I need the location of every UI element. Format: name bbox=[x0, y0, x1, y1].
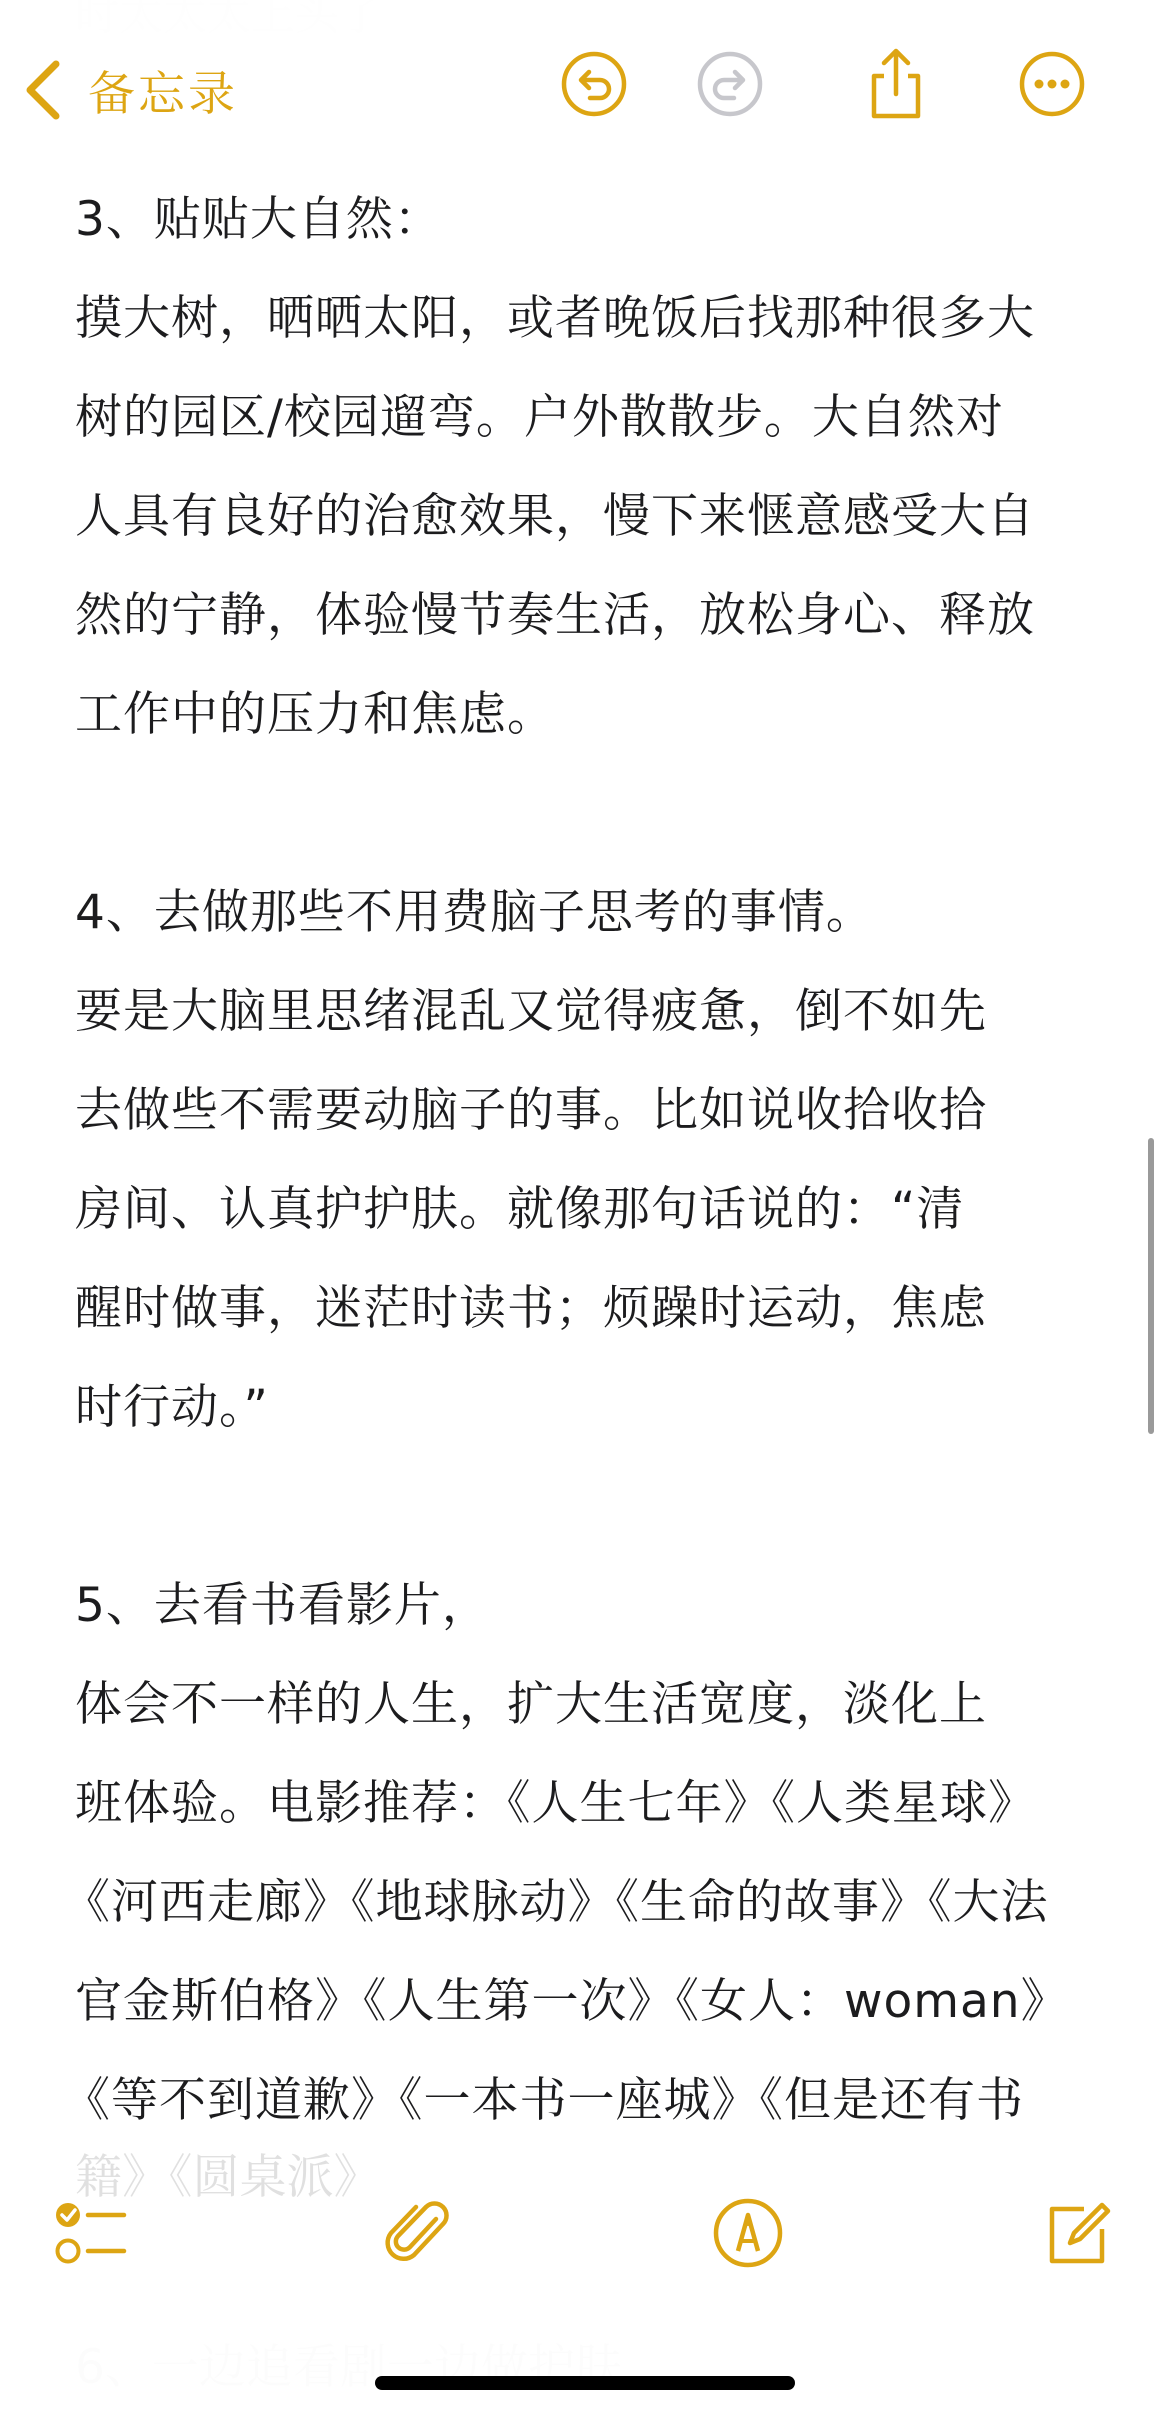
note-line: 体会不一样的人生，扩大生活宽度，淡化上 bbox=[75, 1677, 987, 1732]
note-line: 房间、认真护护肤。就像那句话说的：“清 bbox=[75, 1182, 965, 1237]
scroll-indicator[interactable] bbox=[1148, 1138, 1154, 1434]
navigation-bar bbox=[0, 0, 1170, 170]
undo-icon[interactable] bbox=[560, 50, 628, 118]
note-content[interactable] bbox=[63, 170, 1095, 2150]
note-line: 3、贴贴大自然： bbox=[75, 192, 442, 247]
home-indicator[interactable] bbox=[375, 2376, 795, 2390]
back-button[interactable] bbox=[22, 52, 238, 128]
note-line: 5、去看书看影片， bbox=[75, 1578, 490, 1633]
note-line: 时行动。” bbox=[75, 1380, 269, 1435]
note-line: 班体验。电影推荐：《人生七年》《人类星球》 bbox=[75, 1776, 1036, 1831]
redo-icon[interactable] bbox=[696, 50, 764, 118]
note-line: 《等不到道歉》《一本书一座城》《但是还有书 bbox=[63, 2073, 1024, 2128]
checklist-icon[interactable] bbox=[52, 2195, 128, 2271]
compose-icon[interactable] bbox=[1040, 2195, 1116, 2271]
note-line: 去做些不需要动脑子的事。比如说收拾收拾 bbox=[75, 1083, 987, 1138]
paperclip-icon[interactable] bbox=[382, 2195, 458, 2271]
note-line: 人具有良好的治愈效果，慢下来惬意感受大自 bbox=[75, 489, 1035, 544]
note-line: 官金斯伯格》《人生第一次》《女人：woman》 bbox=[75, 1974, 1069, 2029]
note-line: 要是大脑里思绪混乱又觉得疲惫，倒不如先 bbox=[75, 984, 987, 1039]
note-line: 工作中的压力和焦虑。 bbox=[75, 687, 555, 742]
note-line: 摸大树，晒晒太阳，或者晚饭后找那种很多大 bbox=[75, 291, 1035, 346]
chevron-left-icon bbox=[22, 58, 66, 122]
blank-line bbox=[75, 764, 1095, 863]
note-line: 然的宁静，体验慢节奏生活，放松身心、释放 bbox=[75, 588, 1035, 643]
share-icon[interactable] bbox=[862, 46, 930, 122]
markup-pen-icon[interactable] bbox=[710, 2195, 786, 2271]
blank-line bbox=[75, 1457, 1095, 1556]
back-button-label: 备忘录 bbox=[88, 66, 238, 122]
more-icon[interactable] bbox=[1018, 50, 1086, 118]
note-line: 4、去做那些不用费脑子思考的事情。 bbox=[75, 885, 874, 940]
note-line: 醒时做事，迷茫时读书；烦躁时运动，焦虑 bbox=[75, 1281, 987, 1336]
scrolled-text-under-toolbar: 籍》《圆桌派》 bbox=[75, 2150, 381, 2205]
note-line: 树的园区/校园遛弯。户外散散步。大自然对 bbox=[75, 390, 1004, 445]
note-line: 《河西走廊》《地球脉动》《生命的故事》《大法 bbox=[63, 1875, 1049, 1930]
